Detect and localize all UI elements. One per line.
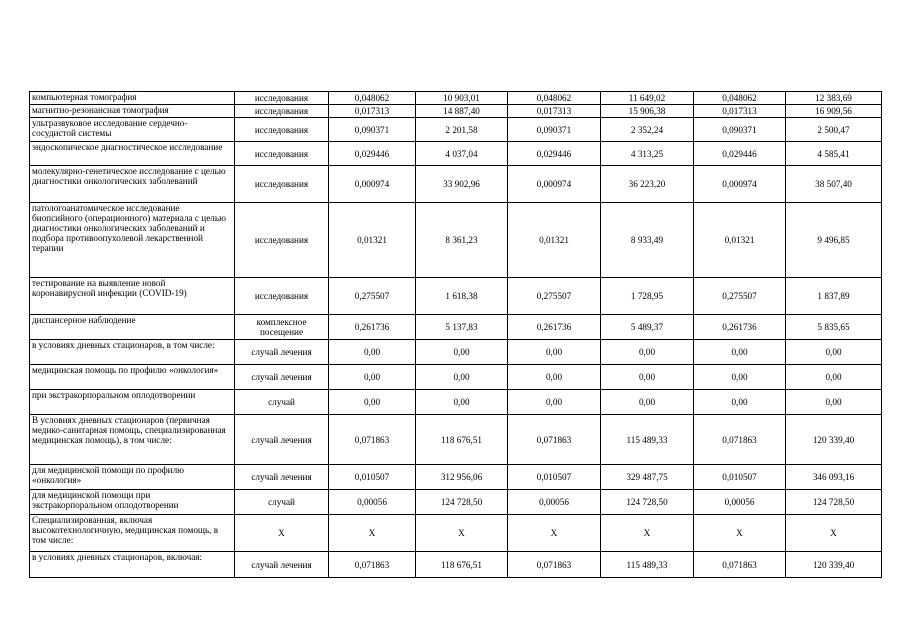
cost-2024-cell: 11 649,02: [601, 92, 694, 105]
service-name-cell: в условиях дневных стационаров, включая:: [30, 552, 235, 578]
table-row: [30, 465, 882, 490]
cost-2024-cell: Х: [601, 515, 694, 552]
service-name-cell: для медицинской помощи при экстракорпоральном оплодотворении: [30, 490, 235, 515]
cost-2025-cell: 120 339,40: [786, 552, 882, 578]
volume-2024-cell: 0,010507: [508, 465, 601, 490]
cost-2025-cell: Х: [786, 515, 882, 552]
cost-2025-cell: 16 909,56: [786, 105, 882, 118]
volume-2024-cell: 0,090371: [508, 118, 601, 142]
volume-2023-cell: 0,029446: [329, 142, 416, 166]
cost-2025-cell: 38 507,40: [786, 166, 882, 203]
cost-norms-table: [29, 91, 882, 578]
service-name-cell: эндоскопическое диагностическое исследование: [30, 142, 235, 166]
cost-2025-cell: 346 093,16: [786, 465, 882, 490]
cost-2023-cell: 312 956,06: [416, 465, 508, 490]
volume-2024-cell: 0,00: [508, 365, 601, 390]
table-row: [30, 490, 882, 515]
cost-2023-cell: 5 137,83: [416, 315, 508, 340]
service-name-cell: компьютерная томография: [30, 92, 235, 105]
unit-cell: исследования: [235, 203, 329, 278]
cost-2024-cell: 5 489,37: [601, 315, 694, 340]
volume-2025-cell: 0,01321: [694, 203, 786, 278]
cost-2023-cell: 1 618,38: [416, 278, 508, 315]
volume-2025-cell: 0,029446: [694, 142, 786, 166]
cost-2024-cell: 2 352,24: [601, 118, 694, 142]
cost-2025-cell: 5 835,65: [786, 315, 882, 340]
volume-2025-cell: 0,00: [694, 365, 786, 390]
service-name-cell: патологоанатомическое исследование биопсийного (операционного) материала с целью диагностики онкологических заболеваний и подбора противоопухолевой лекарственной терапии: [30, 203, 235, 278]
table-row: [30, 315, 882, 340]
cost-2023-cell: 118 676,51: [416, 415, 508, 465]
cost-2024-cell: 0,00: [601, 340, 694, 365]
cost-2024-cell: 0,00: [601, 365, 694, 390]
volume-2025-cell: Х: [694, 515, 786, 552]
cost-2025-cell: 0,00: [786, 365, 882, 390]
volume-2025-cell: 0,00: [694, 390, 786, 415]
unit-cell: случай лечения: [235, 465, 329, 490]
service-name-cell: В условиях дневных стационаров (первичная медико-санитарная помощь, специализированная медицинская помощь), в том числе:: [30, 415, 235, 465]
service-name-cell: тестирование на выявление новой коронавирусной инфекции (COVID-19): [30, 278, 235, 315]
table-row: [30, 166, 882, 203]
cost-2023-cell: 0,00: [416, 390, 508, 415]
table-row: [30, 278, 882, 315]
cost-2025-cell: 12 383,69: [786, 92, 882, 105]
unit-cell: исследования: [235, 118, 329, 142]
unit-cell: исследования: [235, 142, 329, 166]
unit-cell: случай: [235, 490, 329, 515]
cost-2023-cell: 2 201,58: [416, 118, 508, 142]
cost-2023-cell: 0,00: [416, 365, 508, 390]
service-name-cell: молекулярно-генетическое исследование с целью диагностики онкологических заболеваний: [30, 166, 235, 203]
cost-2023-cell: 118 676,51: [416, 552, 508, 578]
volume-2025-cell: 0,071863: [694, 415, 786, 465]
volume-2023-cell: 0,00: [329, 365, 416, 390]
cost-2025-cell: 0,00: [786, 390, 882, 415]
cost-2023-cell: 33 902,96: [416, 166, 508, 203]
cost-2024-cell: 124 728,50: [601, 490, 694, 515]
volume-2024-cell: 0,261736: [508, 315, 601, 340]
volume-2025-cell: 0,261736: [694, 315, 786, 340]
volume-2024-cell: 0,017313: [508, 105, 601, 118]
cost-2025-cell: 120 339,40: [786, 415, 882, 465]
table-row: [30, 340, 882, 365]
unit-cell: случай лечения: [235, 415, 329, 465]
service-name-cell: Специализированная, включая высокотехнологичную, медицинская помощь, в том числе:: [30, 515, 235, 552]
cost-2024-cell: 15 906,38: [601, 105, 694, 118]
volume-2023-cell: 0,090371: [329, 118, 416, 142]
cost-2023-cell: 4 037,04: [416, 142, 508, 166]
cost-2025-cell: 2 500,47: [786, 118, 882, 142]
volume-2024-cell: 0,029446: [508, 142, 601, 166]
volume-2024-cell: 0,048062: [508, 92, 601, 105]
volume-2023-cell: 0,275507: [329, 278, 416, 315]
table-row: [30, 415, 882, 465]
unit-cell: исследования: [235, 166, 329, 203]
volume-2023-cell: 0,017313: [329, 105, 416, 118]
volume-2023-cell: 0,010507: [329, 465, 416, 490]
volume-2025-cell: 0,048062: [694, 92, 786, 105]
cost-2025-cell: 4 585,41: [786, 142, 882, 166]
volume-2024-cell: 0,00: [508, 340, 601, 365]
table-row: [30, 390, 882, 415]
unit-cell: Х: [235, 515, 329, 552]
cost-2024-cell: 115 489,33: [601, 415, 694, 465]
volume-2023-cell: 0,01321: [329, 203, 416, 278]
volume-2025-cell: 0,017313: [694, 105, 786, 118]
volume-2023-cell: 0,00: [329, 390, 416, 415]
volume-2024-cell: 0,071863: [508, 415, 601, 465]
table-row: [30, 365, 882, 390]
unit-cell: случай: [235, 390, 329, 415]
cost-2023-cell: 124 728,50: [416, 490, 508, 515]
cost-2024-cell: 8 933,49: [601, 203, 694, 278]
unit-cell: исследования: [235, 278, 329, 315]
volume-2023-cell: 0,261736: [329, 315, 416, 340]
service-name-cell: при экстракорпоральном оплодотворении: [30, 390, 235, 415]
cost-2025-cell: 124 728,50: [786, 490, 882, 515]
table-body: [30, 92, 882, 578]
unit-cell: комплексное посещение: [235, 315, 329, 340]
cost-2025-cell: 1 837,89: [786, 278, 882, 315]
cost-2023-cell: 10 903,01: [416, 92, 508, 105]
volume-2024-cell: 0,00056: [508, 490, 601, 515]
unit-cell: исследования: [235, 105, 329, 118]
table-row: [30, 118, 882, 142]
volume-2024-cell: 0,01321: [508, 203, 601, 278]
volume-2023-cell: Х: [329, 515, 416, 552]
service-name-cell: в условиях дневных стационаров, в том числе:: [30, 340, 235, 365]
table-row: [30, 142, 882, 166]
service-name-cell: диспансерное наблюдение: [30, 315, 235, 340]
unit-cell: исследования: [235, 92, 329, 105]
volume-2025-cell: 0,000974: [694, 166, 786, 203]
cost-2025-cell: 9 496,85: [786, 203, 882, 278]
cost-2023-cell: Х: [416, 515, 508, 552]
volume-2023-cell: 0,048062: [329, 92, 416, 105]
unit-cell: случай лечения: [235, 340, 329, 365]
cost-2024-cell: 36 223,20: [601, 166, 694, 203]
cost-2024-cell: 0,00: [601, 390, 694, 415]
cost-2023-cell: 8 361,23: [416, 203, 508, 278]
service-name-cell: для медицинской помощи по профилю «онкология»: [30, 465, 235, 490]
cost-2023-cell: 0,00: [416, 340, 508, 365]
volume-2025-cell: 0,275507: [694, 278, 786, 315]
cost-2023-cell: 14 887,40: [416, 105, 508, 118]
volume-2024-cell: 0,00: [508, 390, 601, 415]
service-name-cell: магнитно-резонансная томография: [30, 105, 235, 118]
volume-2024-cell: 0,275507: [508, 278, 601, 315]
volume-2025-cell: 0,071863: [694, 552, 786, 578]
unit-cell: случай лечения: [235, 552, 329, 578]
volume-2025-cell: 0,090371: [694, 118, 786, 142]
volume-2023-cell: 0,071863: [329, 415, 416, 465]
cost-2024-cell: 4 313,25: [601, 142, 694, 166]
table-row: [30, 203, 882, 278]
cost-2024-cell: 115 489,33: [601, 552, 694, 578]
volume-2025-cell: 0,00: [694, 340, 786, 365]
service-name-cell: медицинская помощь по профилю «онкология»: [30, 365, 235, 390]
table-row: [30, 92, 882, 105]
cost-2025-cell: 0,00: [786, 340, 882, 365]
volume-2025-cell: 0,00056: [694, 490, 786, 515]
volume-2023-cell: 0,071863: [329, 552, 416, 578]
table-row: [30, 552, 882, 578]
table-row: [30, 515, 882, 552]
volume-2024-cell: Х: [508, 515, 601, 552]
volume-2024-cell: 0,071863: [508, 552, 601, 578]
unit-cell: случай лечения: [235, 365, 329, 390]
volume-2023-cell: 0,000974: [329, 166, 416, 203]
table-row: [30, 105, 882, 118]
volume-2025-cell: 0,010507: [694, 465, 786, 490]
volume-2023-cell: 0,00056: [329, 490, 416, 515]
volume-2024-cell: 0,000974: [508, 166, 601, 203]
volume-2023-cell: 0,00: [329, 340, 416, 365]
service-name-cell: ультразвуковое исследование сердечно-сосудистой системы: [30, 118, 235, 142]
cost-2024-cell: 1 728,95: [601, 278, 694, 315]
cost-2024-cell: 329 487,75: [601, 465, 694, 490]
